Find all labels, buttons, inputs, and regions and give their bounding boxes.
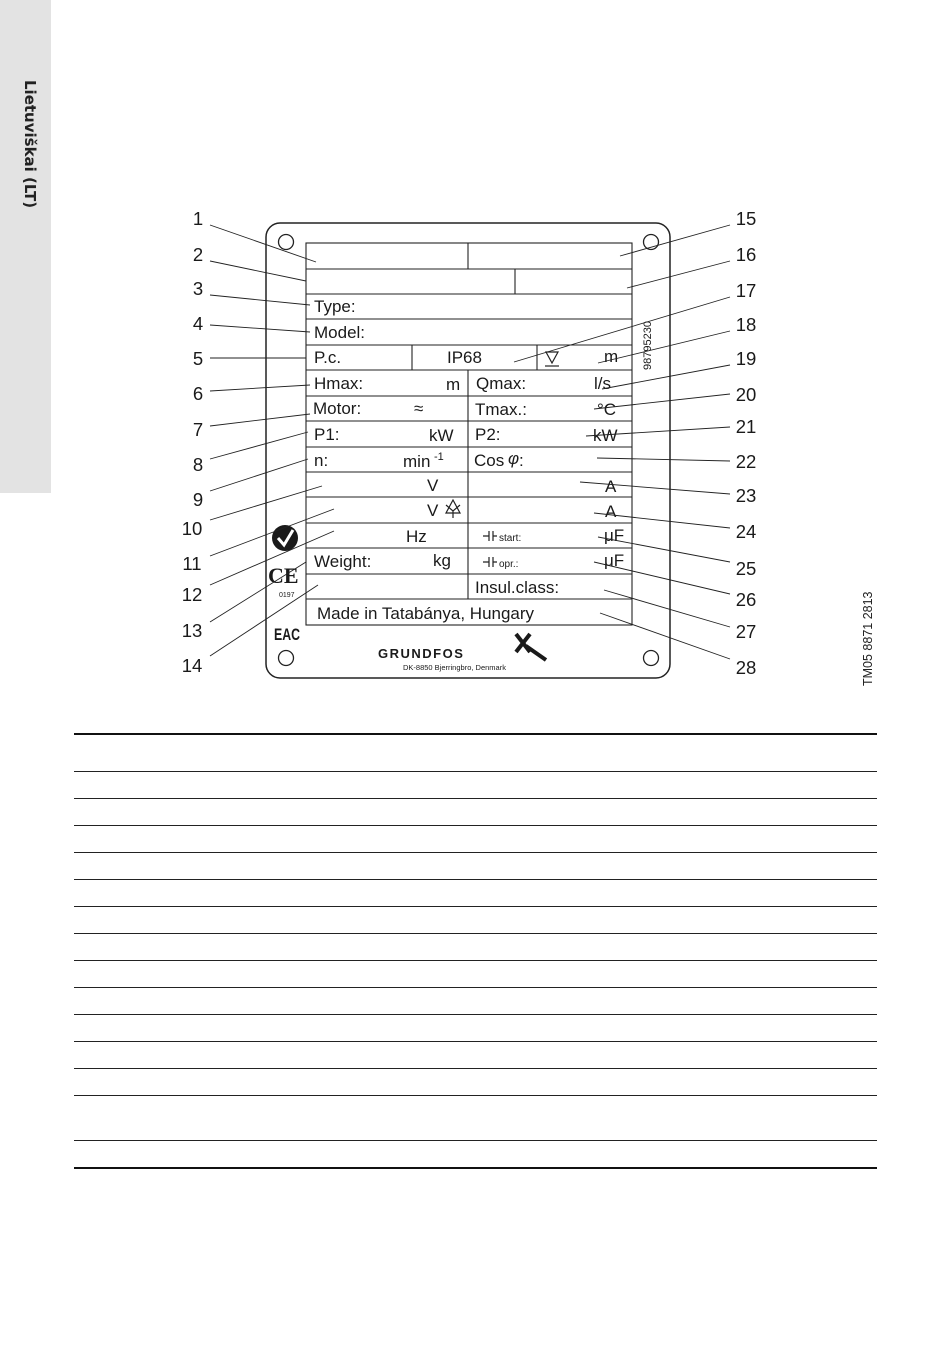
p2-label: P2: (475, 425, 501, 444)
star-connection-icon (446, 505, 460, 518)
callout-10: 10 (181, 518, 203, 539)
callout-28: 28 (735, 657, 757, 678)
table-row (74, 988, 877, 1015)
table-row (74, 934, 877, 961)
motor-ac-symbol: ≈ (414, 399, 424, 418)
insulation-class-label: Insul.class: (475, 578, 560, 597)
voltage-delta-label: V (427, 476, 439, 495)
hmax-unit: m (446, 375, 461, 394)
n-label: n: (314, 451, 329, 470)
certification-check-icon (272, 525, 298, 551)
callout-11: 11 (182, 553, 202, 574)
motor-label: Motor: (313, 399, 362, 418)
ip-rating: IP68 (447, 348, 482, 367)
callout-22: 22 (735, 451, 757, 472)
callout-1: 1 (192, 208, 204, 229)
current-delta-unit: A (605, 477, 617, 496)
callout-15: 15 (735, 208, 757, 229)
callout-3: 3 (192, 278, 204, 299)
callout-8: 8 (192, 454, 204, 475)
p1-label: P1: (314, 425, 340, 444)
p2-unit: kW (593, 426, 618, 445)
water-level-icon (546, 352, 558, 363)
table-row (74, 772, 877, 799)
depth-unit: m (604, 347, 619, 366)
callout-25: 25 (735, 558, 757, 579)
callout-26: 26 (735, 589, 757, 610)
brand-logo-text: GRUNDFOS (378, 646, 465, 661)
cos-colon: : (519, 451, 524, 470)
capacitor-icon-start (483, 531, 497, 541)
callout-18: 18 (735, 314, 757, 335)
qmax-label: Qmax: (476, 374, 527, 393)
blank-legend-table (74, 733, 877, 1169)
n-unit: min (403, 452, 431, 471)
brand-address: DK-8850 Bjerringbro, Denmark (403, 663, 506, 672)
table-row (74, 961, 877, 988)
callout-12: 12 (181, 584, 203, 605)
table-row (74, 733, 877, 772)
frequency-unit: Hz (406, 527, 427, 546)
table-row (74, 799, 877, 826)
voltage-star-label: V (427, 501, 439, 520)
table-row (74, 1141, 877, 1169)
callout-16: 16 (735, 244, 757, 265)
callout-19: 19 (735, 348, 757, 369)
callout-4: 4 (192, 313, 204, 334)
tmax-label: Tmax.: (475, 400, 527, 419)
brand-logo-icon (516, 634, 546, 660)
hmax-label: Hmax: (314, 374, 364, 393)
type-label: Type: (314, 297, 356, 316)
mount-hole-bottom-left (279, 651, 294, 666)
run-capacitor-label: opr.: (499, 559, 519, 570)
mount-hole-bottom-right (644, 651, 659, 666)
callout-21: 21 (735, 416, 757, 437)
callout-23: 23 (735, 485, 757, 506)
table-row (74, 826, 877, 853)
callout-17: 17 (735, 280, 757, 301)
p1-unit: kW (429, 426, 454, 445)
table-row (74, 1015, 877, 1042)
current-star-unit: A (605, 502, 617, 521)
callout-13: 13 (181, 620, 203, 641)
mount-hole-top-left (279, 235, 294, 250)
capacitor-icon-run (483, 557, 497, 567)
table-row (74, 1096, 877, 1141)
tmax-unit: °C (597, 400, 617, 419)
callout-14: 14 (181, 655, 203, 676)
callout-5: 5 (192, 348, 204, 369)
callout-7: 7 (192, 419, 204, 440)
qmax-unit: l/s (594, 374, 611, 393)
callout-6: 6 (192, 383, 204, 404)
ce-notified-body-number: 0197 (279, 592, 295, 599)
ce-mark-icon: CE (268, 563, 299, 588)
eac-mark: EAC (274, 625, 300, 644)
cos-phi: φ (508, 449, 520, 468)
table-row (74, 907, 877, 934)
weight-unit: kg (433, 551, 451, 570)
cos-label: Cos (474, 451, 505, 470)
callout-27: 27 (735, 621, 757, 642)
table-row (74, 1042, 877, 1069)
made-in-label: Made in Tatabánya, Hungary (317, 604, 535, 623)
start-capacitor-unit: μF (604, 526, 625, 545)
pc-label: P.c. (314, 348, 342, 367)
figure-reference-code: TM05 8871 2813 (861, 591, 875, 686)
n-unit-exponent: -1 (434, 451, 444, 463)
callout-9: 9 (192, 489, 204, 510)
run-capacitor-unit: μF (604, 551, 625, 570)
plate-serial-number: 98795230 (642, 321, 654, 370)
weight-label: Weight: (314, 552, 372, 571)
callout-2: 2 (192, 244, 204, 265)
table-row (74, 853, 877, 880)
callout-24: 24 (735, 521, 757, 542)
table-row (74, 1069, 877, 1096)
start-capacitor-label: start: (499, 533, 522, 544)
language-label: Lietuviškai (LT) (21, 80, 39, 209)
model-label: Model: (314, 323, 366, 342)
table-row (74, 880, 877, 907)
callout-20: 20 (735, 384, 757, 405)
